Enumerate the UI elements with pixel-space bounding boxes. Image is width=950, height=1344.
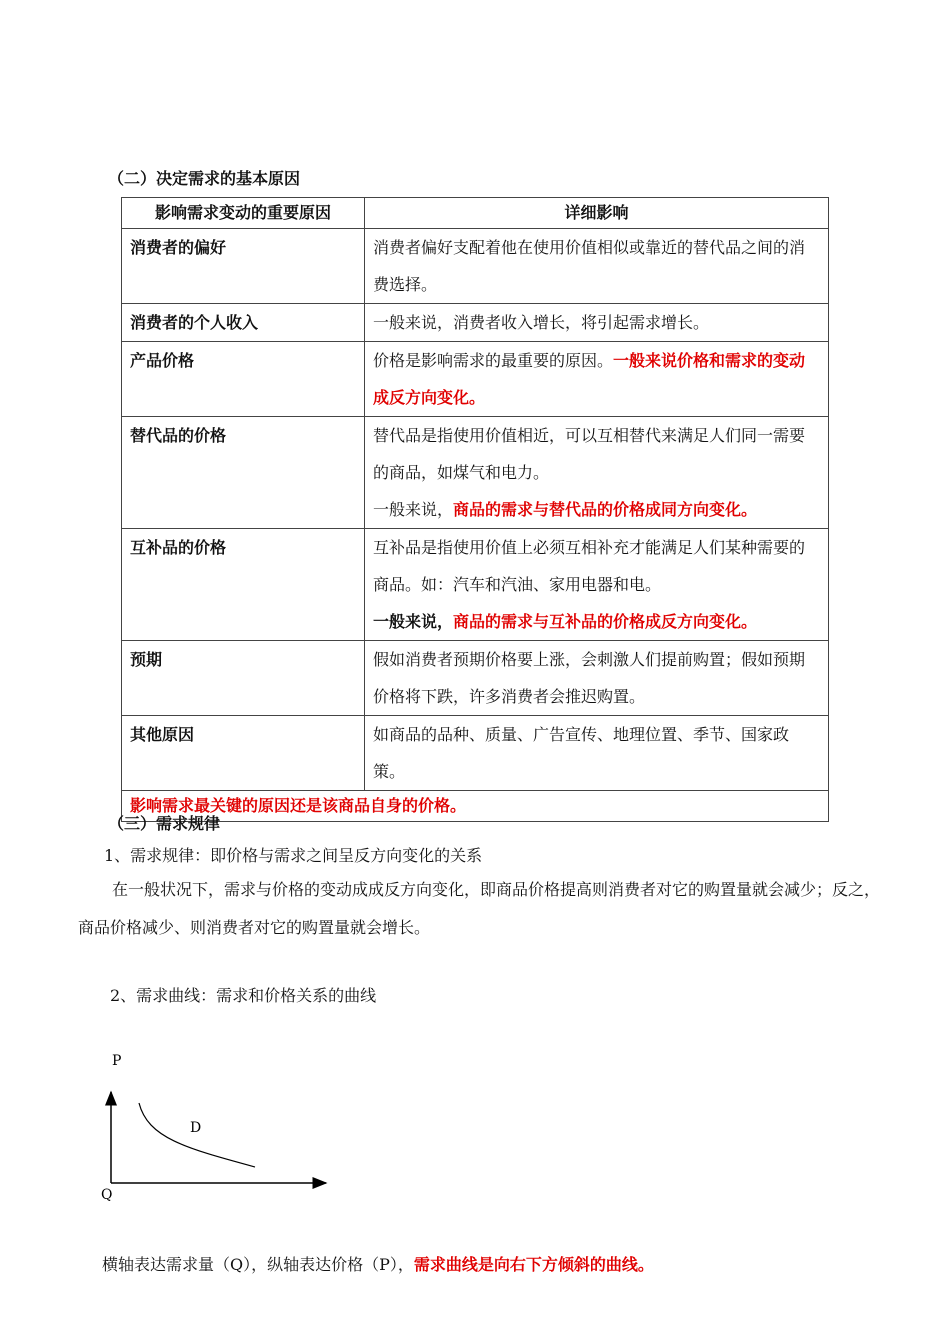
detail-text: 一般来说，消费者收入增长，将引起需求增长。 [373, 313, 710, 332]
demand-curve-graph [90, 1040, 340, 1210]
detail-text: 消费者偏好支配着他在使用价值相似或靠近的替代品之间的消费选择。 [373, 238, 806, 294]
table-row [122, 304, 829, 342]
detail-highlight: 商品的需求与替代品的价格成同方向变化。 [453, 500, 758, 519]
detail-text: 假如消费者预期价格要上涨，会刺激人们提前购置；假如预期价格将下跌，许多消费者会推迟购置。 [373, 650, 806, 706]
table-footer: 影响需求最关键的原因还是该商品自身的价格。 [122, 791, 829, 822]
table-row [122, 716, 829, 791]
table-row [122, 342, 829, 417]
detail-cell [365, 417, 829, 529]
paragraph-curve: 2、需求曲线：需求和价格关系的曲线 [110, 986, 377, 1005]
factor-cell: 消费者的个人收入 [122, 304, 365, 342]
table-footer-row [122, 791, 829, 822]
graph-caption [102, 1246, 654, 1284]
detail-text: 价格是影响需求的最重要的原因。 [373, 351, 614, 370]
factor-cell: 替代品的价格 [122, 417, 365, 529]
q-axis-label: Q [101, 1187, 113, 1203]
factor-cell: 互补品的价格 [122, 529, 365, 641]
table-row [122, 529, 829, 641]
detail-bold-prefix: 一般来说， [373, 612, 454, 631]
table-header-detail: 详细影响 [365, 198, 829, 229]
detail-text-prefix: 一般来说， [373, 500, 454, 519]
detail-text: 如商品的品种、质量、广告宣传、地理位置、季节、国家政策。 [373, 725, 790, 781]
table-row [122, 641, 829, 716]
caption-highlight: 需求曲线是向右下方倾斜的曲线。 [413, 1255, 654, 1274]
demand-factors-table [121, 197, 829, 822]
factor-cell: 消费者的偏好 [122, 229, 365, 304]
p-axis-label: P [112, 1053, 122, 1069]
paragraph-law-detail: 在一般状况下，需求与价格的变动成成反方向变化，即商品价格提高则消费者对它的购置量就会减少；反之，商品价格减少、则消费者对它的购置量就会增长。 [78, 880, 881, 937]
table-row [122, 229, 829, 304]
factor-cell: 预期 [122, 641, 365, 716]
section-heading-3: （三）需求规律 [108, 814, 221, 833]
detail-text: 互补品是指使用价值上必须互相补充才能满足人们某种需要的商品。如：汽车和汽油、家用电器和电。 [373, 538, 806, 594]
table-header-factor: 影响需求变动的重要原因 [122, 198, 365, 229]
detail-cell [365, 342, 829, 417]
table-row [122, 417, 829, 529]
detail-cell [365, 304, 829, 342]
paragraph-law: 1、需求规律：即价格与需求之间呈反方向变化的关系 [104, 846, 483, 865]
d-curve-label: D [190, 1120, 202, 1136]
detail-cell [365, 716, 829, 791]
caption-text: 横轴表达需求量（Q），纵轴表达价格（P）， [102, 1255, 414, 1274]
detail-text: 替代品是指使用价值相近，可以互相替代来满足人们同一需要的商品，如煤气和电力。 [373, 426, 806, 482]
detail-highlight: 商品的需求与互补品的价格成反方向变化。 [453, 612, 758, 631]
detail-cell [365, 229, 829, 304]
table-header-row [122, 198, 829, 229]
factor-cell: 其他原因 [122, 716, 365, 791]
detail-cell [365, 529, 829, 641]
detail-highlight: 一般来说价格和需求的变动成反方向变化。 [373, 351, 806, 407]
detail-cell [365, 641, 829, 716]
section-heading-2: （二）决定需求的基本原因 [108, 169, 301, 188]
factor-cell: 产品价格 [122, 342, 365, 417]
